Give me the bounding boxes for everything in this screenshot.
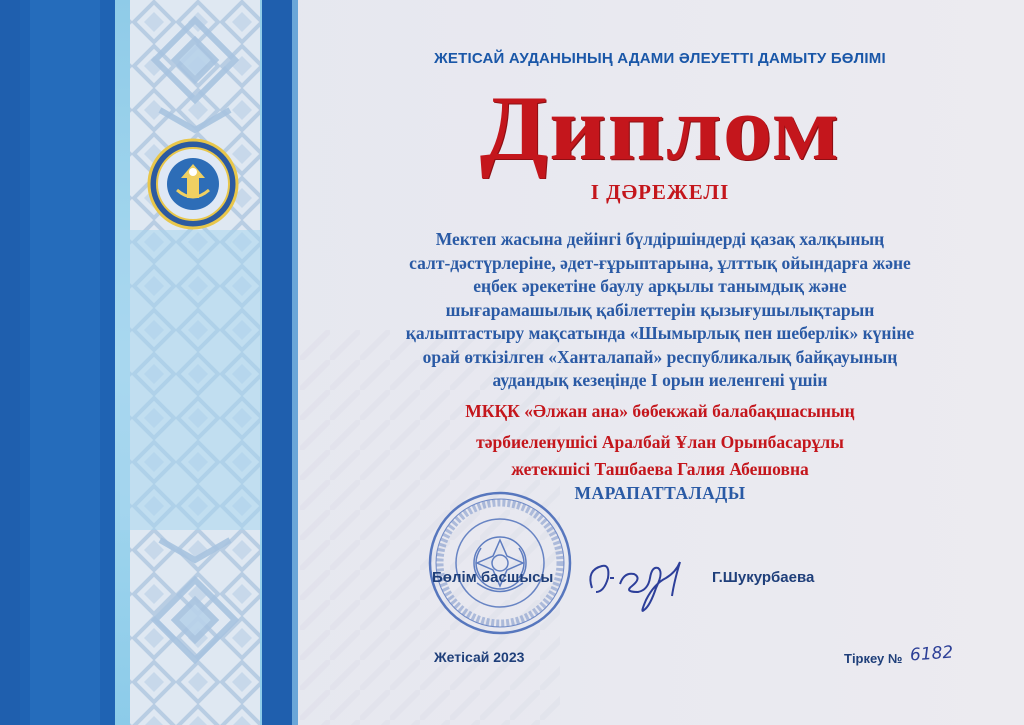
body-line: Мектеп жасына дейінгі бүлдіршіндерді қазақ халқының	[435, 229, 885, 249]
signature-icon	[580, 548, 700, 618]
registration-number: 6182	[909, 642, 954, 666]
organization-name: ЖЕТІСАЙ АУДАНЫНЫҢ АДАМИ ӘЛЕУЕТТІ ДАМЫТУ БӨЛІМІ	[434, 50, 886, 67]
award-student: тәрбиеленушісі Аралбай Ұлан Орынбасарұлы	[476, 432, 844, 452]
place-year: Жетісай 2023	[434, 649, 525, 665]
document-title: Диплом	[479, 77, 841, 179]
body-line: аудандық кезеңінде І орын иеленгені үшін	[492, 370, 828, 390]
body-paragraph	[345, 228, 975, 393]
body-line: салт-дәстүрлеріне, әдет-ғұрыптарына, ұлттық ойындарға және	[409, 252, 911, 273]
award-mentor: жетекшісі Ташбаева Галия Абешовна	[511, 459, 809, 479]
awarded-label: МАРАПАТТАЛАДЫ	[574, 483, 746, 503]
body-line: қалыптастыру мақсатында «Шымырлық пен шеберлік» күніне	[405, 323, 915, 343]
award-organization: МКҚК «Әлжан ана» бөбекжай балабақшасының	[465, 401, 855, 421]
body-line: еңбек әрекетіне баулу арқылы танымдық және	[473, 276, 847, 296]
body-line: орай өткізілген «Ханталапай» республикалық байқауының	[422, 346, 898, 367]
diploma-degree: І ДӘРЕЖЕЛІ	[590, 180, 730, 204]
signer-role: Бөлім басшысы	[432, 569, 554, 586]
district-emblem-icon	[147, 138, 239, 230]
signer-name: Г.Шукурбаева	[712, 569, 815, 586]
registration-label: Тіркеу №	[844, 651, 903, 666]
body-line: шығарамашылық қабілеттерін қызығушылықтарын	[445, 299, 875, 320]
official-stamp-icon	[425, 488, 575, 638]
